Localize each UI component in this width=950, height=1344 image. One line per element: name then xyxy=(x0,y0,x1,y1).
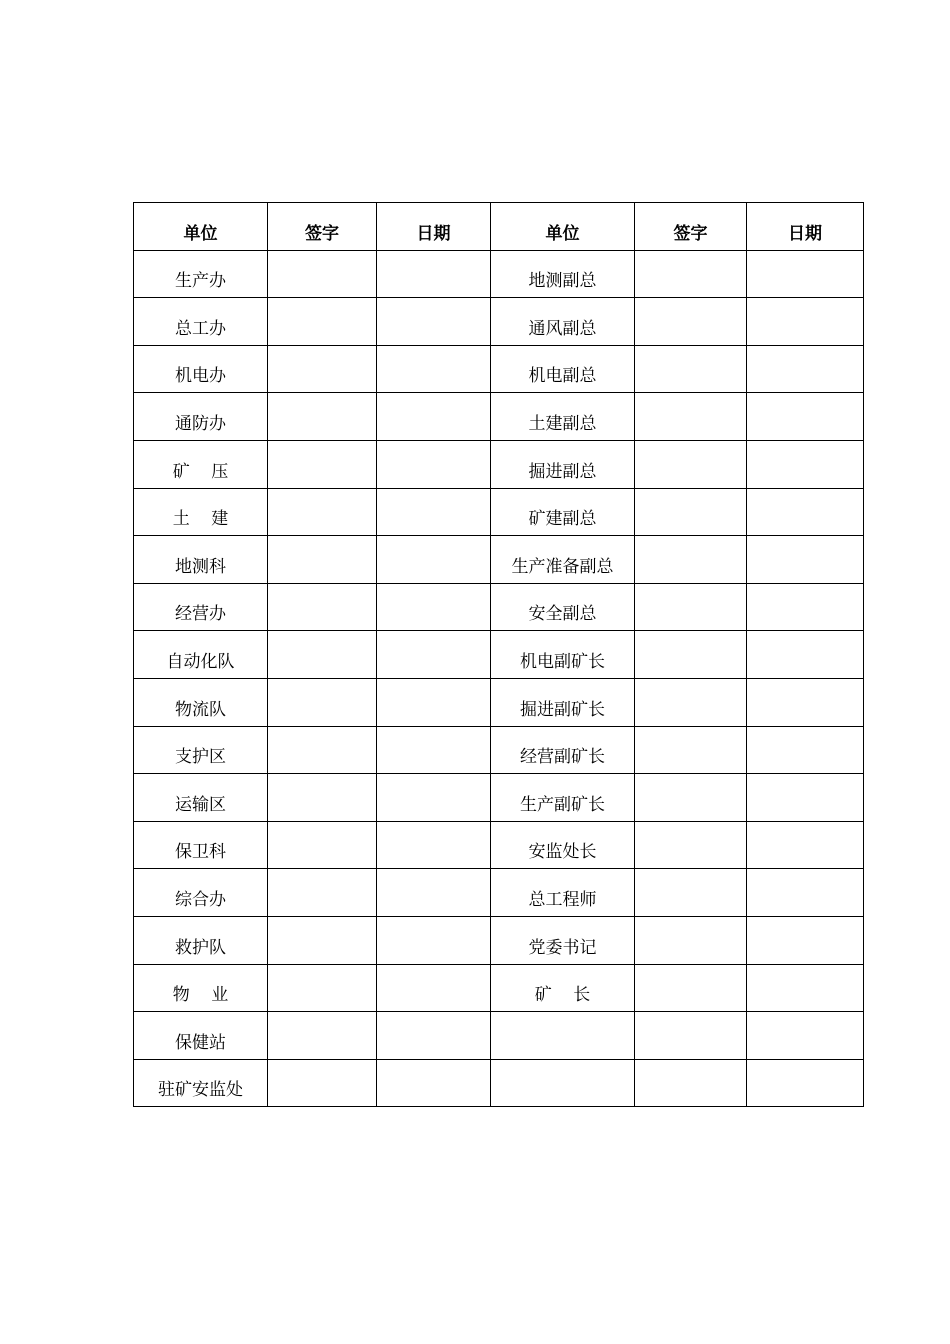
date-cell-left[interactable] xyxy=(377,345,491,393)
date-cell-right[interactable] xyxy=(747,536,864,584)
unit-cell-left: 土 建 xyxy=(134,488,268,536)
date-cell-left[interactable] xyxy=(377,726,491,774)
unit-cell-right: 经营副矿长 xyxy=(491,726,635,774)
signature-cell-right[interactable] xyxy=(635,774,747,822)
date-cell-left[interactable] xyxy=(377,631,491,679)
table-row xyxy=(134,916,864,964)
unit-cell-right xyxy=(491,1012,635,1060)
table-row xyxy=(134,298,864,346)
signature-cell-left[interactable] xyxy=(268,393,377,441)
table-row xyxy=(134,821,864,869)
unit-cell-left: 自动化队 xyxy=(134,631,268,679)
date-cell-right[interactable] xyxy=(747,1059,864,1107)
date-cell-right[interactable] xyxy=(747,1012,864,1060)
date-cell-left[interactable] xyxy=(377,440,491,488)
header-date-left: 日期 xyxy=(377,203,491,251)
signature-cell-right[interactable] xyxy=(635,821,747,869)
date-cell-right[interactable] xyxy=(747,726,864,774)
table-row xyxy=(134,631,864,679)
signature-cell-right[interactable] xyxy=(635,488,747,536)
signature-cell-left[interactable] xyxy=(268,1012,377,1060)
table-row xyxy=(134,393,864,441)
table-row xyxy=(134,964,864,1012)
table-row xyxy=(134,345,864,393)
unit-cell-left: 综合办 xyxy=(134,869,268,917)
signature-cell-left[interactable] xyxy=(268,821,377,869)
date-cell-right[interactable] xyxy=(747,678,864,726)
date-cell-left[interactable] xyxy=(377,250,491,298)
date-cell-right[interactable] xyxy=(747,298,864,346)
date-cell-left[interactable] xyxy=(377,1012,491,1060)
signature-cell-right[interactable] xyxy=(635,536,747,584)
table-row xyxy=(134,726,864,774)
unit-cell-right: 安监处长 xyxy=(491,821,635,869)
signature-cell-left[interactable] xyxy=(268,298,377,346)
unit-cell-left: 保卫科 xyxy=(134,821,268,869)
date-cell-left[interactable] xyxy=(377,536,491,584)
unit-cell-right: 土建副总 xyxy=(491,393,635,441)
table-row xyxy=(134,774,864,822)
signature-cell-left[interactable] xyxy=(268,345,377,393)
date-cell-right[interactable] xyxy=(747,393,864,441)
unit-cell-left: 总工办 xyxy=(134,298,268,346)
date-cell-left[interactable] xyxy=(377,1059,491,1107)
signature-cell-right[interactable] xyxy=(635,964,747,1012)
unit-cell-left: 物 业 xyxy=(134,964,268,1012)
signature-cell-right[interactable] xyxy=(635,869,747,917)
table-row xyxy=(134,440,864,488)
signature-cell-right[interactable] xyxy=(635,250,747,298)
unit-cell-left: 支护区 xyxy=(134,726,268,774)
signature-cell-right[interactable] xyxy=(635,440,747,488)
unit-cell-left: 生产办 xyxy=(134,250,268,298)
unit-cell-right: 党委书记 xyxy=(491,916,635,964)
date-cell-left[interactable] xyxy=(377,774,491,822)
header-date-right: 日期 xyxy=(747,203,864,251)
table-row xyxy=(134,488,864,536)
signature-cell-left[interactable] xyxy=(268,1059,377,1107)
unit-cell-right: 矿 长 xyxy=(491,964,635,1012)
signature-cell-right[interactable] xyxy=(635,298,747,346)
date-cell-left[interactable] xyxy=(377,916,491,964)
unit-cell-right: 地测副总 xyxy=(491,250,635,298)
date-cell-right[interactable] xyxy=(747,631,864,679)
unit-cell-right: 机电副矿长 xyxy=(491,631,635,679)
unit-cell-left: 经营办 xyxy=(134,583,268,631)
signature-cell-right[interactable] xyxy=(635,345,747,393)
signature-table xyxy=(133,202,864,1107)
unit-cell-right: 掘进副矿长 xyxy=(491,678,635,726)
unit-cell-right: 生产副矿长 xyxy=(491,774,635,822)
signature-cell-right[interactable] xyxy=(635,583,747,631)
signature-cell-left[interactable] xyxy=(268,250,377,298)
signature-cell-right[interactable] xyxy=(635,1059,747,1107)
date-cell-right[interactable] xyxy=(747,250,864,298)
signature-cell-left[interactable] xyxy=(268,726,377,774)
header-unit-right: 单位 xyxy=(491,203,635,251)
date-cell-right[interactable] xyxy=(747,821,864,869)
date-cell-left[interactable] xyxy=(377,821,491,869)
date-cell-right[interactable] xyxy=(747,774,864,822)
date-cell-right[interactable] xyxy=(747,964,864,1012)
table-row xyxy=(134,1059,864,1107)
table-row xyxy=(134,678,864,726)
date-cell-left[interactable] xyxy=(377,393,491,441)
header-signature-right: 签字 xyxy=(635,203,747,251)
unit-cell-right xyxy=(491,1059,635,1107)
unit-cell-left: 地测科 xyxy=(134,536,268,584)
date-cell-right[interactable] xyxy=(747,488,864,536)
unit-cell-right: 生产准备副总 xyxy=(491,536,635,584)
signature-cell-right[interactable] xyxy=(635,726,747,774)
unit-cell-right: 掘进副总 xyxy=(491,440,635,488)
unit-cell-right: 总工程师 xyxy=(491,869,635,917)
unit-cell-left: 保健站 xyxy=(134,1012,268,1060)
unit-cell-right: 安全副总 xyxy=(491,583,635,631)
date-cell-left[interactable] xyxy=(377,583,491,631)
date-cell-left[interactable] xyxy=(377,964,491,1012)
unit-cell-left: 通防办 xyxy=(134,393,268,441)
date-cell-left[interactable] xyxy=(377,678,491,726)
table-row xyxy=(134,250,864,298)
signature-cell-right[interactable] xyxy=(635,916,747,964)
date-cell-right[interactable] xyxy=(747,345,864,393)
table-row xyxy=(134,536,864,584)
signature-cell-left[interactable] xyxy=(268,916,377,964)
signature-cell-right[interactable] xyxy=(635,393,747,441)
signature-cell-left[interactable] xyxy=(268,964,377,1012)
header-unit-left: 单位 xyxy=(134,203,268,251)
signature-cell-left[interactable] xyxy=(268,678,377,726)
unit-cell-left: 矿 压 xyxy=(134,440,268,488)
signature-cell-left[interactable] xyxy=(268,869,377,917)
signature-cell-left[interactable] xyxy=(268,583,377,631)
date-cell-right[interactable] xyxy=(747,583,864,631)
table-row xyxy=(134,583,864,631)
header-signature-left: 签字 xyxy=(268,203,377,251)
header-row xyxy=(134,203,864,251)
table-row xyxy=(134,869,864,917)
date-cell-left[interactable] xyxy=(377,298,491,346)
date-cell-right[interactable] xyxy=(747,869,864,917)
signature-cell-right[interactable] xyxy=(635,1012,747,1060)
unit-cell-right: 机电副总 xyxy=(491,345,635,393)
date-cell-left[interactable] xyxy=(377,869,491,917)
signature-cell-left[interactable] xyxy=(268,440,377,488)
date-cell-right[interactable] xyxy=(747,440,864,488)
unit-cell-left: 机电办 xyxy=(134,345,268,393)
signature-cell-left[interactable] xyxy=(268,631,377,679)
table-row xyxy=(134,1012,864,1060)
unit-cell-right: 矿建副总 xyxy=(491,488,635,536)
signature-cell-left[interactable] xyxy=(268,774,377,822)
unit-cell-left: 物流队 xyxy=(134,678,268,726)
date-cell-right[interactable] xyxy=(747,916,864,964)
unit-cell-left: 运输区 xyxy=(134,774,268,822)
signature-cell-left[interactable] xyxy=(268,536,377,584)
unit-cell-left: 驻矿安监处 xyxy=(134,1059,268,1107)
signature-cell-right[interactable] xyxy=(635,631,747,679)
unit-cell-left: 救护队 xyxy=(134,916,268,964)
date-cell-left[interactable] xyxy=(377,488,491,536)
unit-cell-right: 通风副总 xyxy=(491,298,635,346)
signature-cell-left[interactable] xyxy=(268,488,377,536)
signature-cell-right[interactable] xyxy=(635,678,747,726)
